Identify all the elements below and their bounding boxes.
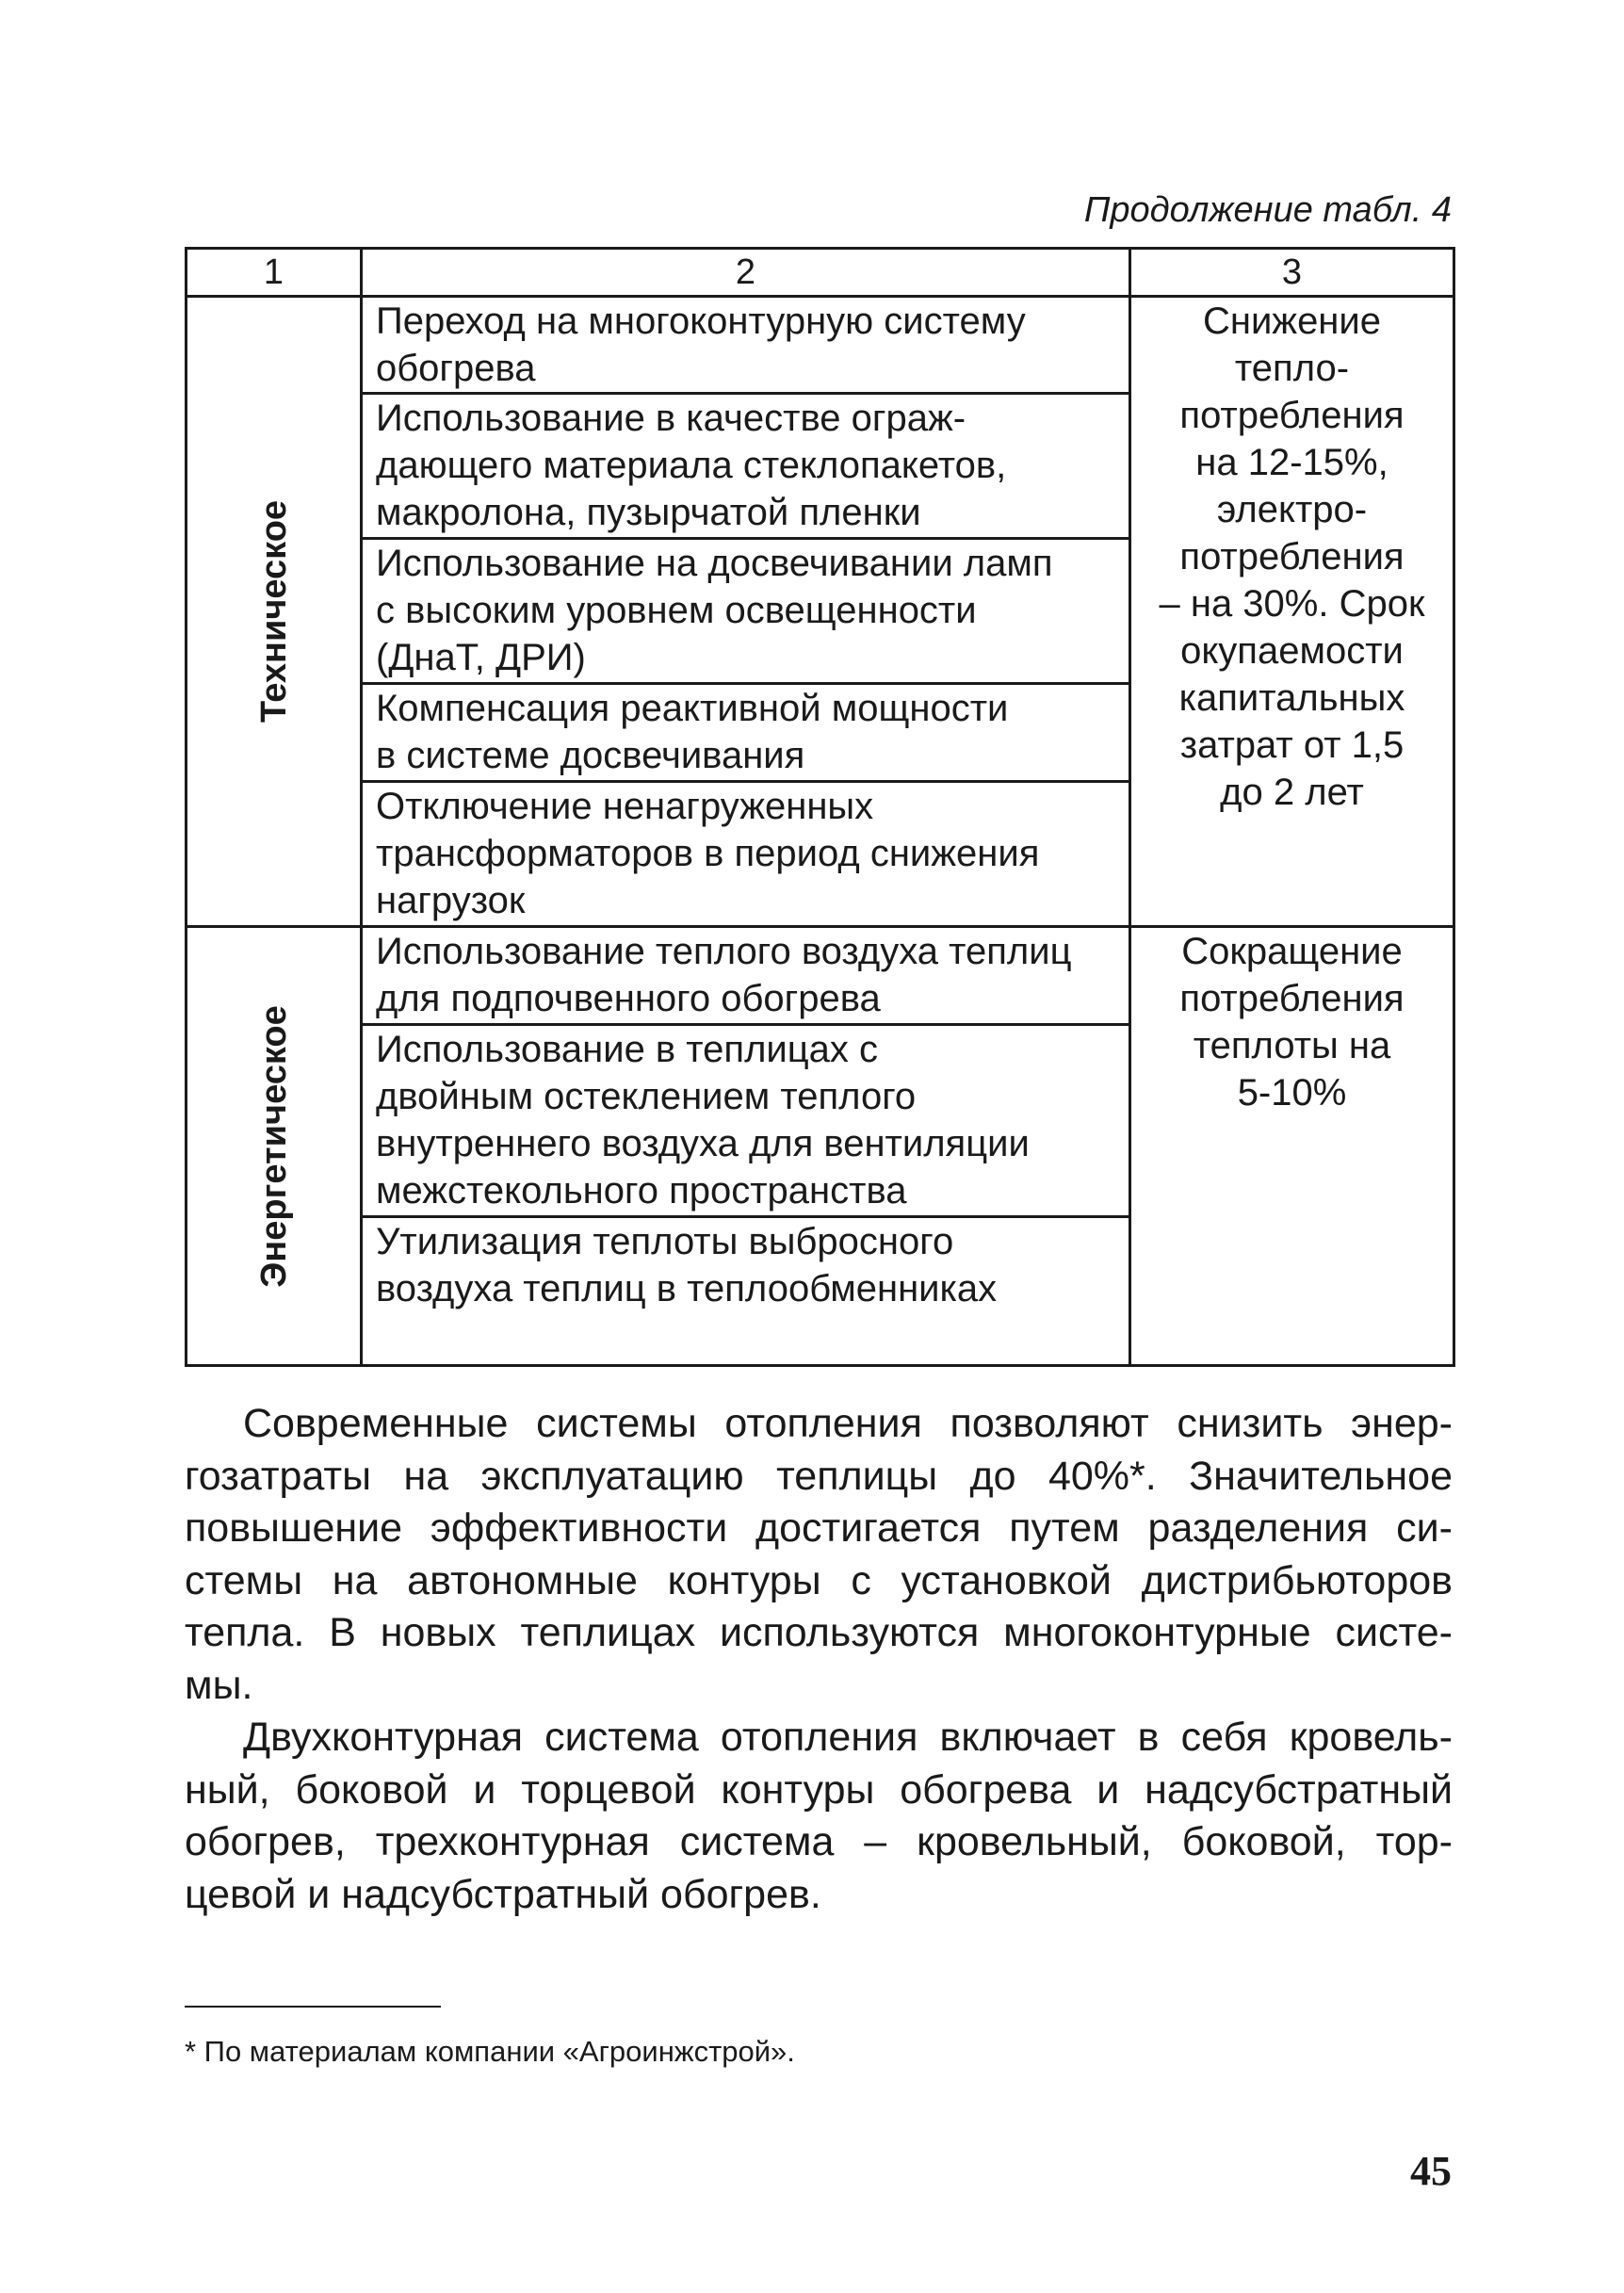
measure-cell: Использование теплого воздуха теплиц для подпочвенного обогрева <box>362 927 1130 1025</box>
measure-cell: Переход на многоконтурную систему обогрева <box>362 297 1130 394</box>
measure-cell: Отключение ненагруженных трансформаторов в период снижения нагрузок <box>362 782 1130 927</box>
page-number: 45 <box>1410 2148 1452 2194</box>
table-header-row <box>187 249 1454 297</box>
effect-cell-energy: Сокращение потребления теплоты на 5-10% <box>1130 927 1454 1366</box>
paragraph-2: Двухконтурная система отопления включает в себя кровель- ный, боковой и торцевой контуры обогрева и надсубстратный обогрев, трехконтурная система – кровельный, боковой, тор- цевой и надсубстратный обогрев. <box>185 1715 1453 1917</box>
effect-cell-technical: Снижение тепло- потребления на 12-15%, электро- потребления – на 30%. Срок окупаемости капитальных затрат от 1,5 до 2 лет <box>1130 297 1454 927</box>
table-caption: Продолжение табл. 4 <box>1083 190 1452 230</box>
measures-table <box>185 247 1455 1367</box>
header-cell-2: 2 <box>362 249 1130 297</box>
header-cell-1: 1 <box>187 249 362 297</box>
category-cell-energy <box>187 927 362 1366</box>
category-label-technical: Техническое <box>253 499 294 724</box>
measure-cell: Утилизация теплоты выбросного воздуха теплиц в теплообменниках <box>362 1217 1130 1366</box>
measure-cell: Использование на досвечивании ламп с высоким уровнем освещенности (ДнаТ, ДРИ) <box>362 539 1130 684</box>
category-label-energy: Энергетическое <box>253 1004 294 1288</box>
footnote: * По материалам компании «Агроинжстрой». <box>185 2035 795 2068</box>
measure-cell: Использование в теплицах с двойным остеклением теплого внутреннего воздуха для вентиляции межстекольного пространства <box>362 1025 1130 1217</box>
footnote-divider <box>185 2006 441 2008</box>
header-cell-3: 3 <box>1130 249 1454 297</box>
measure-cell: Компенсация реактивной мощности в системе досвечивания <box>362 684 1130 782</box>
paragraph-1: Современные системы отопления позволяют снизить энер- гозатраты на эксплуатацию теплицы до 40%*. Значительное повышение эффективности достигается путем разделения си- стемы на автономные контуры с установкой дистрибьюторов тепла. В новых теплицах используются многоконтурные систе- мы. <box>185 1401 1453 1708</box>
measure-cell: Использование в качестве ограж- дающего материала стеклопакетов, макролона, пузырчатой пленки <box>362 394 1130 539</box>
category-cell-technical <box>187 297 362 927</box>
table-row <box>187 927 1454 1025</box>
table-row <box>187 297 1454 394</box>
